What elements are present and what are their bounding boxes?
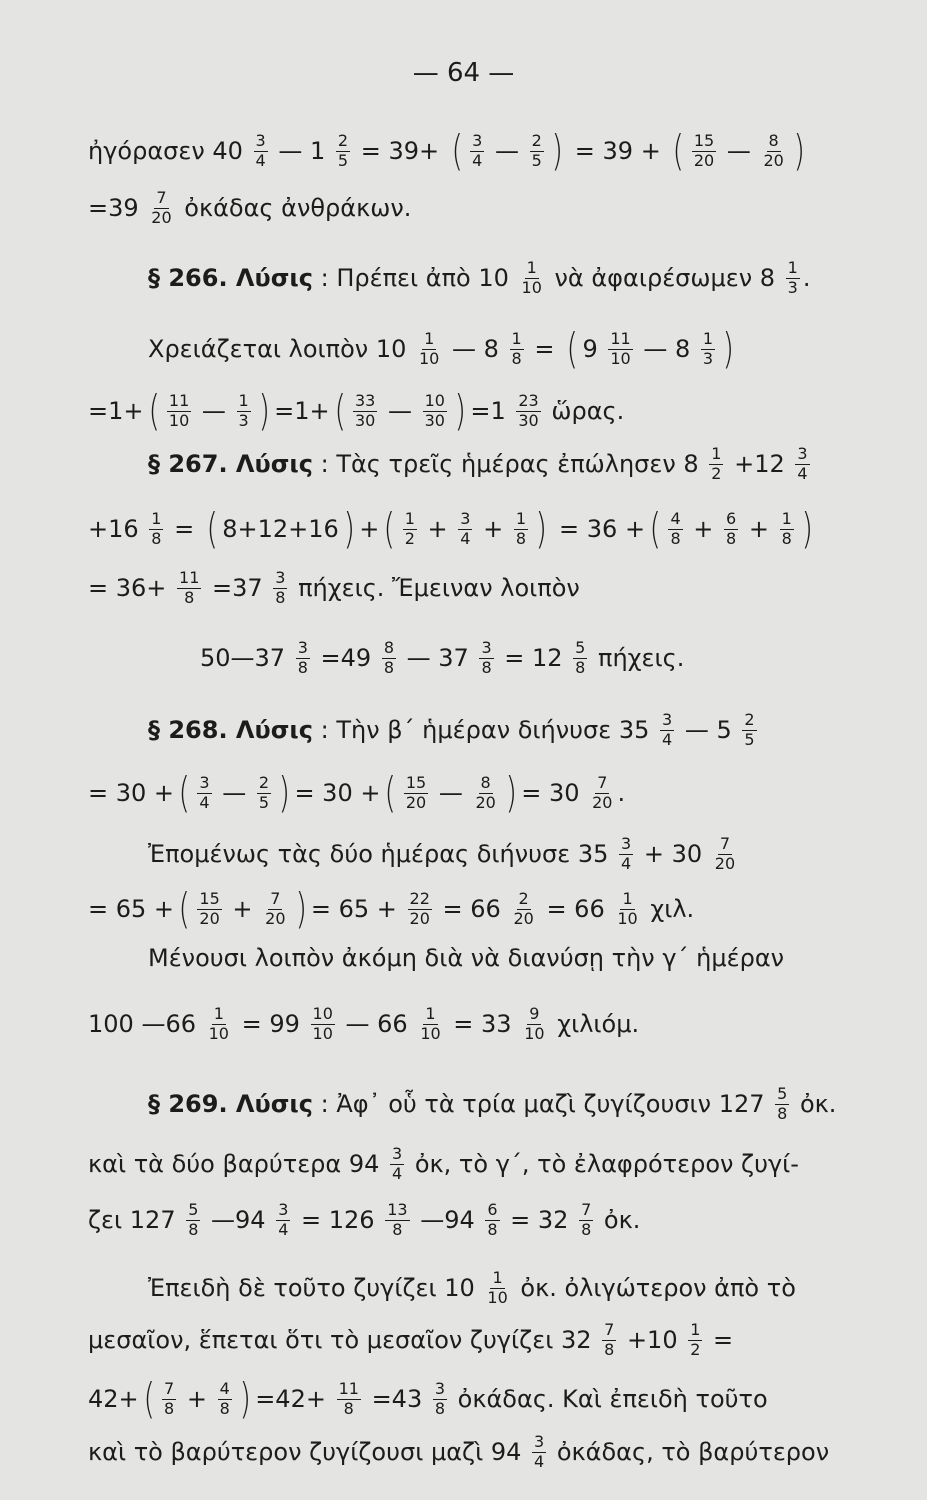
text-line: καὶ τὸ βαρύτερον ζυγίζουσι μαζὶ 94 $\frac{3}{4}$ ὀκάδας, τὸ βαρύτερον xyxy=(88,1432,830,1471)
text-line: 100 —66 $\frac{1}{10}$ = 99 $\frac{10}{10}$ — 66 $\frac{1}{10}$ = 33 $\frac{9}{10}$ χιλιόμ. xyxy=(88,1004,640,1043)
page-number: — 64 — xyxy=(412,58,515,88)
text-line: = 36+ $\frac{11}{8}$ =37 $\frac{3}{8}$ πήχεις. Ἔμειναν λοιπὸν xyxy=(88,568,580,607)
text-line: Χρειάζεται λοιπὸν 10 $\frac{1}{10}$ — 8 $\frac{1}{8}$ = ( 9 $\frac{11}{10}$ — 8 $\frac{1}{3}$ ) xyxy=(148,324,734,373)
text-line: = 30 + ( $\frac{3}{4}$ — $\frac{2}{5}$ ) = 30 + ( $\frac{15}{20}$ — $\frac{8}{20}$ ) = 30 $\frac{7}{20}$ . xyxy=(88,768,626,817)
text-line: Ἐπομένως τὰς δύο ἡμέρας διήνυσε 35 $\frac{3}{4}$ + 30 $\frac{7}{20}$ xyxy=(148,834,736,873)
text-line: Μένουσι λοιπὸν ἀκόμη διὰ νὰ διανύσῃ τὴν γ΄ ἡμέραν xyxy=(148,944,785,972)
text-line: 50—37 $\frac{3}{8}$ =49 $\frac{8}{8}$ — 37 $\frac{3}{8}$ = 12 $\frac{5}{8}$ πήχεις. xyxy=(200,638,685,677)
text-line: 42+ ( $\frac{7}{8}$ + $\frac{4}{8}$ ) =42+ $\frac{11}{8}$ =43 $\frac{3}{8}$ ὀκάδας. Καὶ ἐπειδὴ τοῦτο xyxy=(88,1374,768,1423)
text-line: § 268. Λύσις : Τὴν β΄ ἡμέραν διήνυσε 35 $\frac{3}{4}$ — 5 $\frac{2}{5}$ xyxy=(148,710,755,749)
text-line: +16 $\frac{1}{8}$ = ( 8+12+16 ) + ( $\frac{1}{2}$ + $\frac{3}{4}$ + $\frac{1}{8}$ ) = 36 + ( $\frac{4}{8}$ + $\frac{6}{8}$ + $\frac{1}{8}$ ) xyxy=(88,504,813,553)
text-line: § 269. Λύσις : Ἀφ᾽ οὗ τὰ τρία μαζὶ ζυγίζουσιν 127 $\frac{5}{8}$ ὀκ. xyxy=(148,1084,837,1123)
text-line: μεσαῖον, ἕπεται ὅτι τὸ μεσαῖον ζυγίζει 32 $\frac{7}{8}$ +10 $\frac{1}{2}$ = xyxy=(88,1320,734,1359)
text-line: ζει 127 $\frac{5}{8}$ —94 $\frac{3}{4}$ = 126 $\frac{13}{8}$ —94 $\frac{6}{8}$ = 32 $\frac{7}{8}$ ὀκ. xyxy=(88,1200,641,1239)
text-line: =1+ ( $\frac{11}{10}$ — $\frac{1}{3}$ ) =1+ ( $\frac{33}{30}$ — $\frac{10}{30}$ ) =1 $\frac{23}{30}$ ὥρας. xyxy=(88,386,625,435)
text-line: § 267. Λύσις : Τὰς τρεῖς ἡμέρας ἐπώλησεν 8 $\frac{1}{2}$ +12 $\frac{3}{4}$ xyxy=(148,444,808,483)
text-line: =39 $\frac{7}{20}$ ὀκάδας ἀνθράκων. xyxy=(88,188,412,227)
text-line: Ἐπειδὴ δὲ τοῦτο ζυγίζει 10 $\frac{1}{10}$ ὀκ. ὀλιγώτερον ἀπὸ τὸ xyxy=(148,1268,796,1307)
text-line: καὶ τὰ δύο βαρύτερα 94 $\frac{3}{4}$ ὀκ, τὸ γ΄, τὸ ἐλαφρότερον ζυγί- xyxy=(88,1144,799,1183)
text-line: ἠγόρασεν 40 $\frac{3}{4}$ — 1 $\frac{2}{5}$ = 39+ ( $\frac{3}{4}$ — $\frac{2}{5}$ ) = 39 + ( $\frac{15}{20}$ — $\frac{8}{20}$ ) xyxy=(88,126,805,175)
text-line: = 65 + ( $\frac{15}{20}$ + $\frac{7}{20}$ ) = 65 + $\frac{22}{20}$ = 66 $\frac{2}{20}$ = 66 $\frac{1}{10}$ χιλ. xyxy=(88,884,695,933)
text-line: § 266. Λύσις : Πρέπει ἀπὸ 10 $\frac{1}{10}$ νὰ ἀφαιρέσωμεν 8 $\frac{1}{3}$ . xyxy=(148,258,811,297)
